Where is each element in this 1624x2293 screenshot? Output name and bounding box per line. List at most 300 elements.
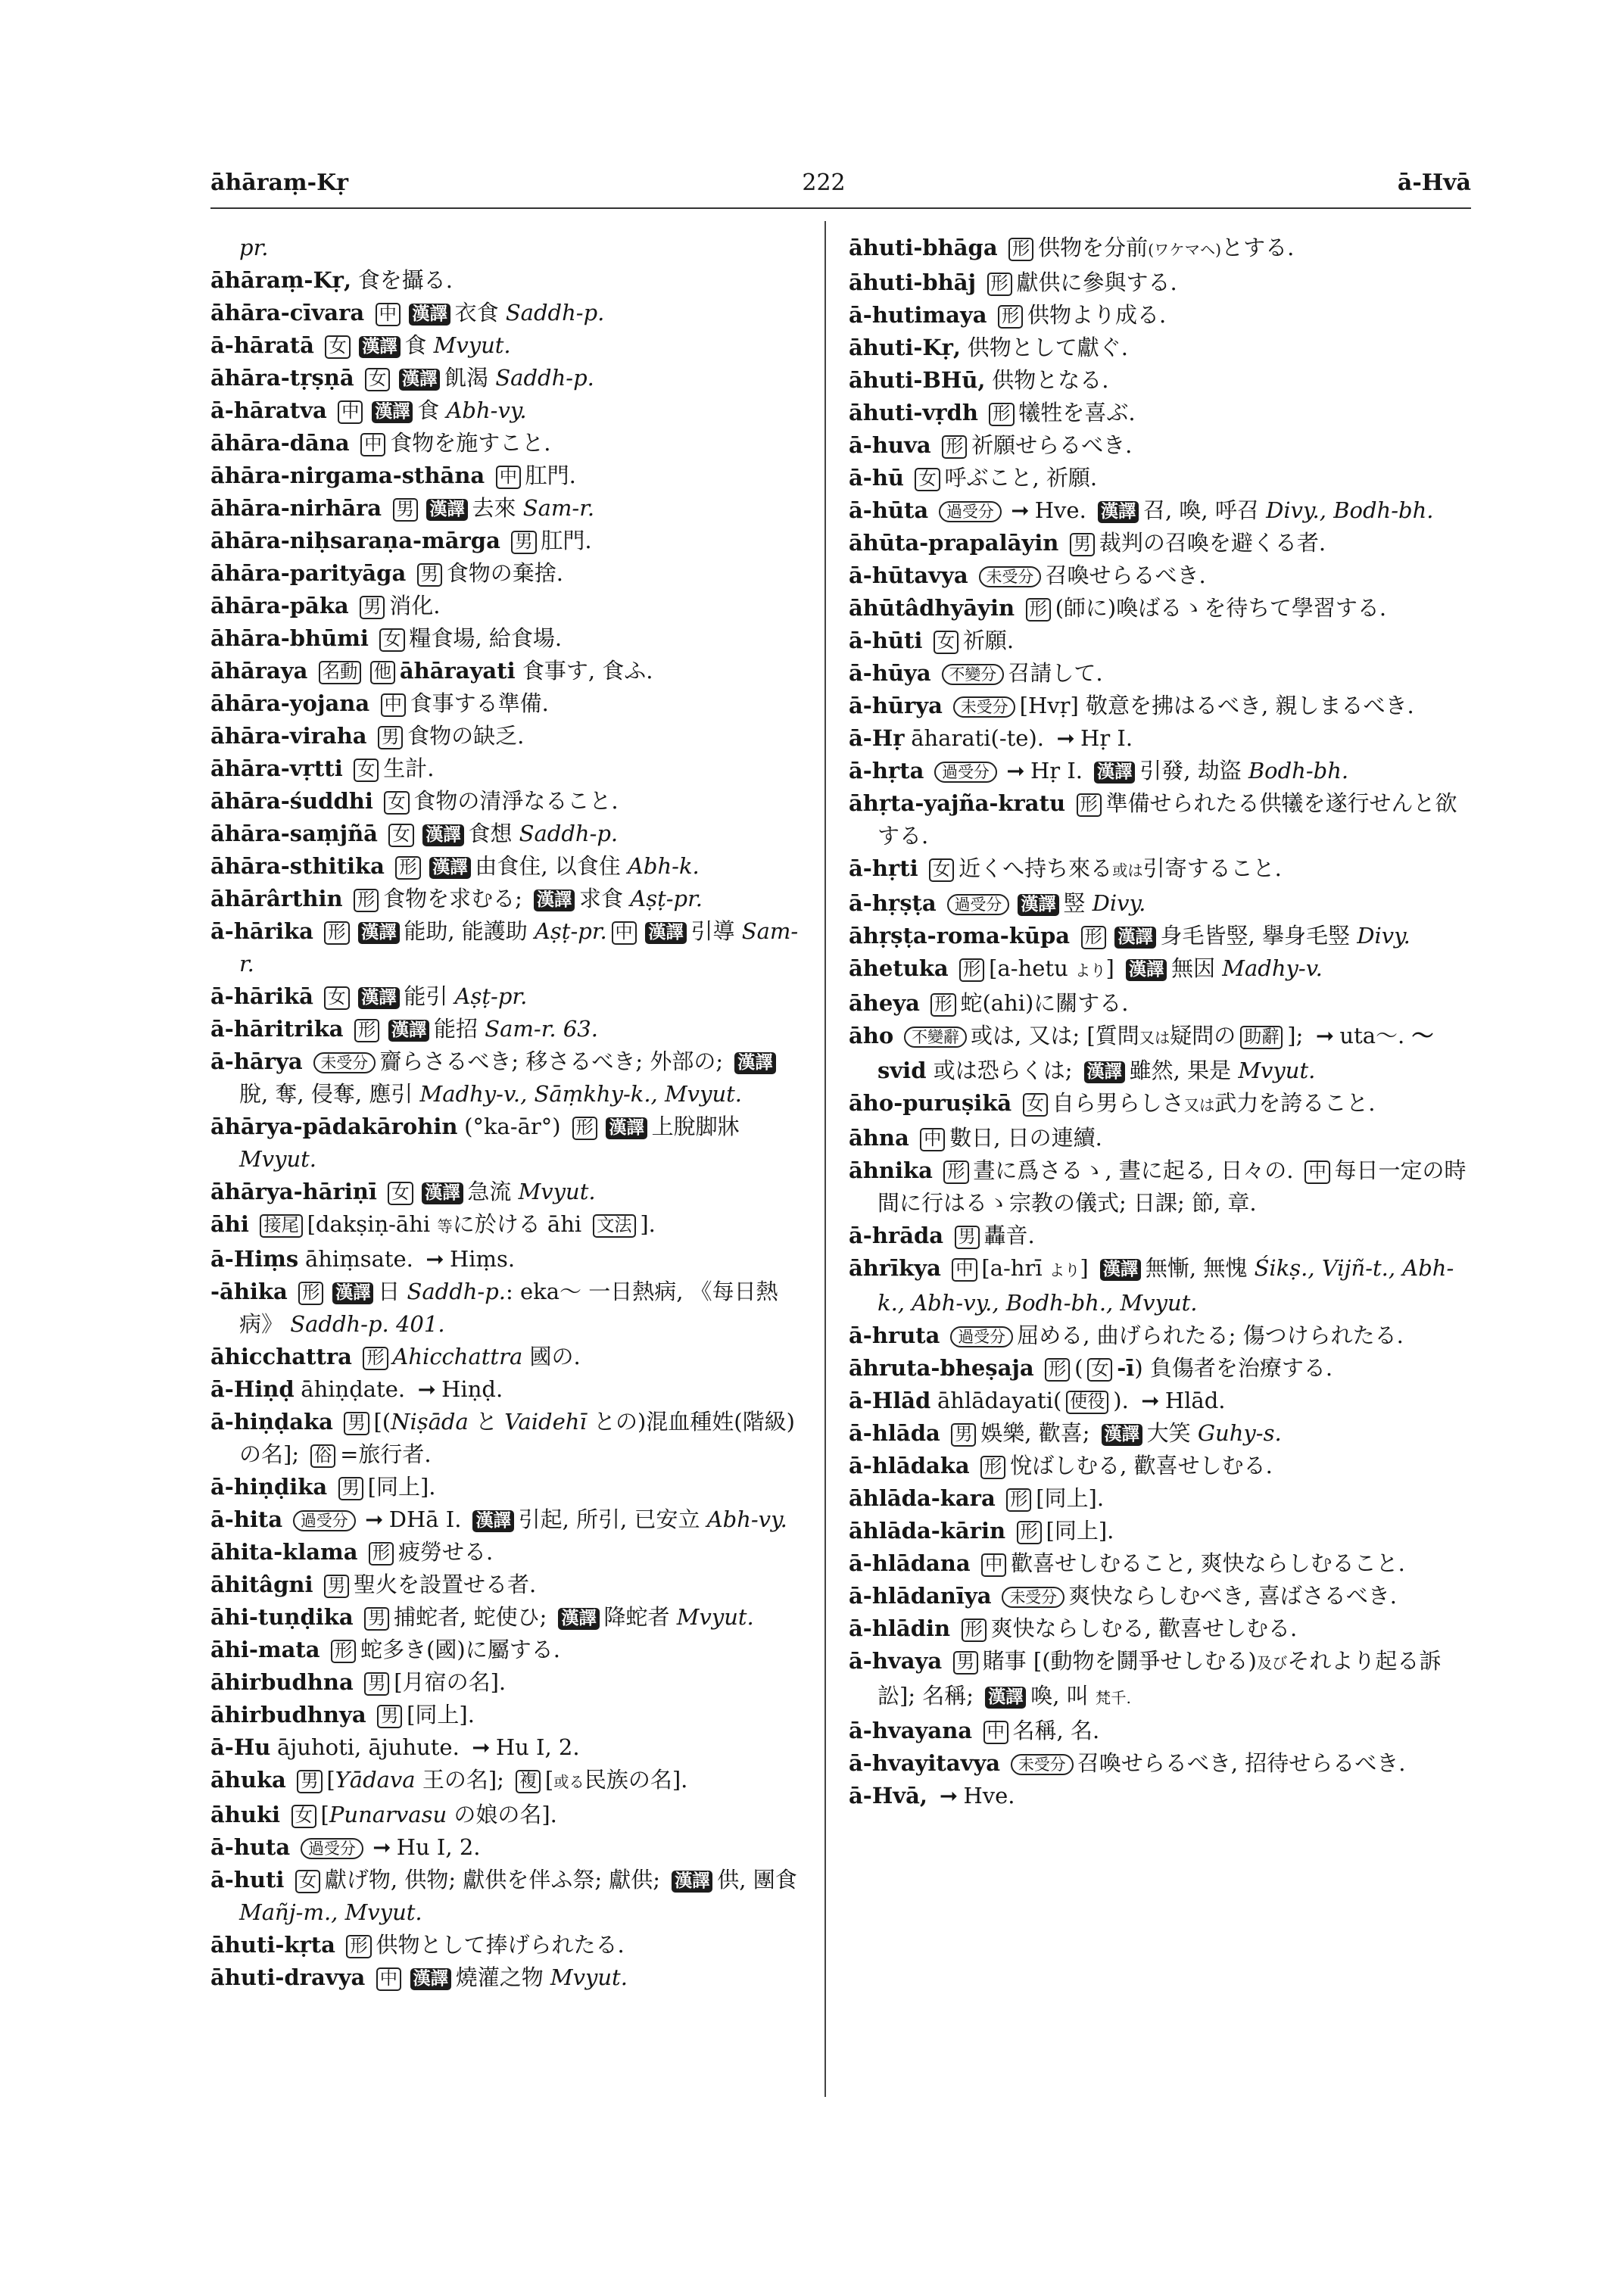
definition-text: āhiṇḍate. bbox=[301, 1376, 413, 1402]
cross-reference-arrow: ➞ bbox=[939, 1783, 959, 1809]
source-abbreviation: Saddh-p. bbox=[495, 365, 594, 391]
grammar-tag: 男 bbox=[360, 596, 385, 619]
translation-marker: 漢譯 bbox=[410, 1968, 451, 1990]
definition-text: 悅ばしむる, 歡喜せしむる. bbox=[1010, 1453, 1273, 1478]
translation-marker: 漢譯 bbox=[645, 922, 686, 944]
dict-entry bbox=[210, 622, 806, 655]
headword: ā-hūrya bbox=[849, 693, 943, 718]
grammar-tag: 男 bbox=[417, 563, 442, 587]
definition-text: ( bbox=[1074, 1355, 1083, 1381]
grammar-tag: 形 bbox=[298, 1282, 323, 1305]
headword: āhāraya bbox=[210, 658, 308, 684]
dict-entry bbox=[210, 1764, 806, 1799]
headword: āhlāda-kara bbox=[849, 1485, 996, 1511]
grammar-tag: 中 bbox=[381, 693, 406, 717]
definition-text: 供物を分前 bbox=[1038, 235, 1149, 260]
participle-tag: 未受分 bbox=[979, 566, 1042, 587]
definition-text: 求食 bbox=[579, 886, 631, 911]
headword: ā-hiṇḍika bbox=[210, 1474, 328, 1500]
definition-text: [同上]. bbox=[407, 1702, 475, 1728]
headword: āhāra-pāka bbox=[210, 593, 349, 618]
cross-reference-arrow: ➞ bbox=[1141, 1388, 1160, 1413]
definition-text: ) 負傷者を治療する. bbox=[1134, 1355, 1333, 1381]
cross-reference-arrow: ➞ bbox=[372, 1834, 391, 1860]
source-abbreviation: Ahicchattra bbox=[392, 1344, 523, 1369]
definition-text: 由食住, 以食住 bbox=[475, 853, 628, 879]
headword: ā-hūti bbox=[849, 628, 923, 653]
grammar-tag: 中 bbox=[1304, 1161, 1329, 1184]
headword: -āhika bbox=[210, 1279, 288, 1304]
translation-marker: 漢譯 bbox=[1114, 927, 1155, 949]
left-column bbox=[210, 232, 806, 1994]
source-abbreviation: Mvyut. bbox=[550, 1964, 628, 1990]
definition-text: 食物の棄捨. bbox=[446, 560, 563, 586]
headword: ā-huta bbox=[210, 1834, 291, 1860]
definition-text: ]; bbox=[1287, 1023, 1311, 1048]
definition-text: 引導 bbox=[690, 918, 742, 944]
definition-text: Hiṃs. bbox=[449, 1246, 516, 1272]
source-abbreviation: Sam-r. 63. bbox=[485, 1016, 598, 1042]
grammar-tag: 中 bbox=[338, 400, 363, 424]
small-annotation: 梵千. bbox=[1095, 1689, 1131, 1707]
definition-text: [ bbox=[326, 1767, 335, 1793]
source-abbreviation: Mañj-m., Mvyut. bbox=[239, 1899, 422, 1925]
grammar-tag: 男 bbox=[344, 1412, 369, 1435]
running-head-left: āhāraṃ-Kṛ bbox=[210, 170, 349, 196]
grammar-tag: 接尾 bbox=[260, 1214, 302, 1238]
dict-entry bbox=[849, 1715, 1474, 1747]
definition-text: に於ける āhi bbox=[452, 1211, 589, 1237]
dict-entry bbox=[849, 1319, 1474, 1352]
definition-text: 肛門. bbox=[525, 463, 576, 488]
dict-entry bbox=[210, 557, 806, 590]
small-annotation: 等 bbox=[437, 1217, 453, 1235]
source-abbreviation: Abh-vy. bbox=[446, 397, 527, 423]
headword: āhāra-niḥsaraṇa-mārga bbox=[210, 528, 500, 553]
dict-entry bbox=[210, 525, 806, 557]
definition-text: 引寄すること. bbox=[1142, 855, 1282, 881]
dict-entry bbox=[849, 232, 1474, 266]
grammar-tag: 中 bbox=[981, 1553, 1006, 1577]
dict-entry bbox=[210, 264, 806, 297]
dict-entry bbox=[849, 1020, 1474, 1087]
definition-text: [a-hrī bbox=[981, 1255, 1049, 1281]
definition-text: Hve. bbox=[1034, 497, 1094, 523]
dict-entry bbox=[210, 1601, 806, 1634]
definition-text: 或は, 又は; [質問 bbox=[970, 1023, 1139, 1048]
source-abbreviation: Śikṣ., Vijñ-t., Abh-k., Abh-vy., Bodh-bh., Mvyut. bbox=[877, 1255, 1454, 1316]
definition-text: ] bbox=[1105, 955, 1122, 981]
grammar-tag: 形 bbox=[980, 1456, 1005, 1479]
dict-entry bbox=[210, 915, 806, 980]
headword: āhūtâdhyāyin bbox=[849, 595, 1015, 621]
definition-text: 糧食場, 給食場. bbox=[409, 625, 563, 651]
definition-text: 祈願. bbox=[962, 628, 1015, 653]
definition-text: 召喚せらるべき, 招待せらるべき. bbox=[1077, 1750, 1406, 1776]
headword: ā-hūya bbox=[849, 660, 931, 686]
participle-tag: 未受分 bbox=[1011, 1754, 1074, 1775]
participle-tag: 未受分 bbox=[313, 1052, 376, 1073]
translation-marker: 漢譯 bbox=[1098, 501, 1139, 523]
dict-entry bbox=[210, 655, 806, 687]
dict-entry bbox=[210, 818, 806, 850]
cross-reference-arrow: ➞ bbox=[472, 1734, 491, 1760]
headword: āhuti-Kṛ, bbox=[849, 335, 961, 360]
grammar-tag: 中 bbox=[612, 921, 637, 945]
definition-text: Hlād. bbox=[1164, 1388, 1226, 1413]
dict-entry bbox=[849, 1580, 1474, 1612]
grammar-tag: 形 bbox=[346, 1935, 371, 1958]
definition-text: 食を攝る. bbox=[357, 267, 453, 293]
headword: ā-hārika bbox=[210, 918, 313, 944]
translation-marker: 漢譯 bbox=[429, 857, 470, 879]
grammar-tag: 形 bbox=[1081, 926, 1106, 949]
grammar-tag: 男 bbox=[364, 1672, 389, 1696]
participle-tag: 不變分 bbox=[942, 664, 1005, 685]
definition-text: 供物として捧げられたる. bbox=[376, 1932, 625, 1958]
dict-entry bbox=[849, 1122, 1474, 1154]
definition-text: [ bbox=[320, 1802, 329, 1827]
grammar-tag: 中 bbox=[920, 1128, 945, 1151]
headword: āhāra-sthitika bbox=[210, 853, 385, 879]
dict-entry bbox=[849, 1547, 1474, 1580]
definition-text: 喚, 叫 bbox=[1030, 1683, 1096, 1709]
translation-marker: 漢譯 bbox=[672, 1871, 712, 1893]
grammar-tag: 他 bbox=[370, 661, 395, 684]
dict-entry bbox=[849, 592, 1474, 625]
headword: āhuti-bhāj bbox=[849, 269, 977, 295]
translation-marker: 漢譯 bbox=[399, 369, 440, 391]
grammar-tag: 女 bbox=[1023, 1093, 1048, 1117]
definition-text: [a-hetu bbox=[989, 955, 1075, 981]
dict-entry bbox=[849, 397, 1474, 429]
dict-entry bbox=[849, 1747, 1474, 1780]
dict-entry bbox=[210, 1471, 806, 1503]
dict-entry bbox=[210, 1243, 806, 1276]
headword: āhirbudhna bbox=[210, 1669, 354, 1695]
dict-entry bbox=[849, 755, 1474, 787]
cross-reference-arrow: ➞ bbox=[1011, 497, 1030, 523]
headword: āhrīkya bbox=[849, 1255, 941, 1281]
headword: āhāra-cīvara bbox=[210, 300, 365, 326]
headword: āhuti-BHū, bbox=[849, 367, 986, 393]
definition-text: 疑問の bbox=[1170, 1023, 1236, 1048]
definition-text: 齎らさるべき; 移さるべき; 外部の; bbox=[379, 1048, 731, 1074]
header-rule bbox=[210, 207, 1471, 209]
definition-text: 召, 喚, 呼召 bbox=[1143, 497, 1267, 523]
headword: ā-hlādaka bbox=[849, 1453, 970, 1478]
dict-entry bbox=[849, 1612, 1474, 1645]
dict-entry bbox=[210, 297, 806, 329]
grammar-tag: 形 bbox=[989, 403, 1014, 426]
headword: ā-hūta bbox=[849, 497, 929, 523]
definition-text: 食想 bbox=[468, 821, 519, 846]
headword: āhāra-śuddhi bbox=[210, 788, 373, 814]
grammar-tag: 女 bbox=[295, 1870, 320, 1893]
definition-text: āhiṃsate. bbox=[304, 1246, 421, 1272]
dict-entry bbox=[849, 920, 1474, 952]
dict-entry bbox=[849, 657, 1474, 690]
definition-text: [Hvṛ] 敬意を拂はるべき, 親しまるべき. bbox=[1019, 693, 1414, 718]
grammar-tag: 形 bbox=[324, 921, 349, 945]
definition-text: 供物より成る. bbox=[1027, 302, 1167, 328]
source-abbreviation: Mvyut. bbox=[433, 332, 511, 358]
headword: āhāra-dāna bbox=[210, 430, 350, 456]
dict-entry bbox=[849, 1515, 1474, 1547]
headword: ā-hiṇḍaka bbox=[210, 1409, 333, 1435]
headword: āhetuka bbox=[849, 955, 949, 981]
definition-text: 供物として獻ぐ. bbox=[967, 335, 1128, 360]
grammar-tag: 複 bbox=[516, 1770, 541, 1793]
definition-text: 能助, 能護助 bbox=[404, 918, 535, 944]
headword: āhāra-parityāga bbox=[210, 560, 407, 586]
definition-text: 引起, 所引, 已安立 bbox=[518, 1506, 707, 1532]
headword: āhuti-dravya bbox=[210, 1964, 366, 1990]
grammar-tag: 中 bbox=[376, 1967, 401, 1991]
definition-text: 降蛇者 bbox=[603, 1604, 677, 1630]
headword: ā-hita bbox=[210, 1506, 283, 1532]
definition-text: 食 bbox=[417, 397, 447, 423]
dict-entry bbox=[849, 1450, 1474, 1482]
bold-form: āhārayati bbox=[399, 658, 516, 684]
definition-text: [dakṣiṇ-āhi bbox=[307, 1211, 438, 1237]
headword: ā-hvayana bbox=[849, 1718, 973, 1743]
definition-text: [( bbox=[373, 1409, 391, 1435]
dict-entry bbox=[210, 1406, 806, 1471]
headword: āho bbox=[849, 1023, 894, 1048]
dict-entry bbox=[210, 1634, 806, 1666]
headword: āheya bbox=[849, 990, 920, 1016]
dict-entry bbox=[210, 1341, 806, 1373]
definition-text: 自ら男らしさ bbox=[1052, 1090, 1184, 1116]
definition-text: 賭事 [(動物を鬪爭せしむる) bbox=[982, 1648, 1257, 1674]
grammar-tag: 女 bbox=[1087, 1358, 1112, 1382]
definition-text: 生計. bbox=[383, 756, 435, 781]
definition-text: 獻げ物, 供物; 獻供を伴ふ祭; 獻供; bbox=[324, 1867, 668, 1893]
definition-text: と bbox=[468, 1409, 505, 1435]
headword: ā-hvayitavya bbox=[849, 1750, 1001, 1776]
small-annotation: 又は bbox=[1183, 1096, 1215, 1114]
source-abbreviation: Vaidehī bbox=[504, 1409, 587, 1435]
dict-entry bbox=[210, 460, 806, 492]
grammar-tag: 形 bbox=[1045, 1358, 1070, 1382]
source-abbreviation: Mvyut. bbox=[676, 1604, 754, 1630]
definition-text: 祈願せらるべき. bbox=[971, 432, 1133, 458]
definition-text: Hṛ I. bbox=[1080, 725, 1133, 751]
grammar-tag: 女 bbox=[388, 824, 413, 847]
dict-entry bbox=[849, 266, 1474, 299]
source-abbreviation: Saddh-p. bbox=[519, 821, 619, 846]
cross-reference-arrow: ➞ bbox=[425, 1246, 444, 1272]
bold-form: 〜 svid bbox=[877, 1023, 1434, 1083]
grammar-tag: 形 bbox=[1006, 1488, 1031, 1512]
dict-entry bbox=[210, 1373, 806, 1406]
grammar-tag: 中 bbox=[952, 1258, 977, 1282]
dict-entry bbox=[210, 1864, 806, 1929]
dict-entry bbox=[210, 1961, 806, 1994]
source-abbreviation: Sam-r. bbox=[239, 918, 799, 977]
dict-entry bbox=[849, 1220, 1474, 1252]
grammar-tag: 女 bbox=[934, 631, 959, 654]
definition-text: (°ka-ār°) bbox=[464, 1114, 568, 1139]
dict-entry bbox=[849, 722, 1474, 755]
translation-marker: 漢譯 bbox=[359, 336, 400, 358]
headword: āhāra-saṃjñā bbox=[210, 821, 378, 846]
translation-marker: 漢譯 bbox=[372, 401, 413, 423]
grammar-tag: 中 bbox=[376, 303, 401, 326]
cross-reference-arrow: ➞ bbox=[1056, 725, 1075, 751]
dict-entry bbox=[849, 1482, 1474, 1515]
definition-text: 疲勞せる. bbox=[397, 1539, 494, 1565]
translation-marker: 漢譯 bbox=[472, 1510, 513, 1532]
grammar-tag: 形 bbox=[395, 856, 420, 880]
source-abbreviation: Saddh-p. bbox=[407, 1279, 507, 1304]
headword: ā-huti bbox=[210, 1867, 285, 1893]
definition-text: 或は恐らくは; bbox=[926, 1058, 1080, 1083]
definition-text: 王の名]; bbox=[415, 1767, 512, 1793]
headword: ā-hrāda bbox=[849, 1223, 944, 1248]
definition-text: 供物となる. bbox=[992, 367, 1109, 393]
definition-text: [ bbox=[544, 1767, 554, 1793]
definition-text: 食物を施すこと. bbox=[390, 430, 551, 456]
grammar-tag: 女 bbox=[384, 791, 409, 815]
grammar-tag: 形 bbox=[930, 993, 955, 1017]
headword: āhāraṃ-Kṛ, bbox=[210, 267, 352, 293]
small-annotation: より bbox=[1074, 961, 1106, 980]
participle-tag: 過受分 bbox=[950, 1326, 1013, 1347]
definition-text: 召喚せらるべき. bbox=[1045, 562, 1206, 588]
definition-text: 供, 團食 bbox=[717, 1867, 797, 1893]
definition-text: それより起る訴訟]; 名稱; bbox=[877, 1648, 1442, 1709]
grammar-tag: 女 bbox=[324, 986, 349, 1010]
translation-marker: 漢譯 bbox=[1018, 894, 1058, 916]
grammar-tag: 女 bbox=[929, 858, 954, 882]
source-abbreviation: Aṣṭ-pr. bbox=[630, 886, 703, 911]
translation-marker: 漢譯 bbox=[422, 824, 463, 846]
definition-text: 爽快ならしむべき, 喜ばさるべき. bbox=[1068, 1583, 1397, 1609]
grammar-tag: 中 bbox=[983, 1721, 1008, 1744]
definition-text: 蛇(ahi)に關する. bbox=[960, 990, 1129, 1016]
dict-entry bbox=[849, 887, 1474, 920]
definition-text: 捕蛇者, 蛇使ひ; bbox=[394, 1604, 554, 1630]
dict-entry bbox=[210, 1176, 806, 1208]
source-abbreviation: Saddh-p. bbox=[505, 300, 605, 326]
definition-text: 準備せられたる供犧を遂行せんと欲する. bbox=[877, 790, 1457, 849]
definition-text: [月宿の名]. bbox=[394, 1669, 507, 1695]
dict-entry bbox=[849, 952, 1474, 987]
dict-entry bbox=[210, 1569, 806, 1601]
grammar-tag: 形 bbox=[572, 1117, 597, 1140]
headword: āhi bbox=[210, 1211, 249, 1237]
source-abbreviation: Madhy-v., Sāṃkhy-k., Mvyut. bbox=[419, 1081, 743, 1107]
dict-entry bbox=[210, 362, 806, 394]
grammar-tag: 女 bbox=[915, 468, 940, 491]
headword: āhicchattra bbox=[210, 1344, 352, 1369]
headword: āho-puruṣikā bbox=[849, 1090, 1012, 1116]
headword: ā-hruta bbox=[849, 1323, 940, 1348]
definition-text: [同上]. bbox=[1046, 1518, 1114, 1544]
dict-entry bbox=[210, 590, 806, 622]
dict-entry bbox=[210, 1045, 806, 1111]
dict-entry bbox=[210, 232, 806, 264]
definition-text: 晝に爲さるゝ, 晝に起る, 日々の. bbox=[973, 1157, 1301, 1183]
translation-marker: 漢譯 bbox=[422, 1182, 463, 1204]
definition-text: 食物を求むる; bbox=[383, 886, 530, 911]
definition-text: 無慚, 無愧 bbox=[1145, 1255, 1255, 1281]
translation-marker: 漢譯 bbox=[358, 987, 399, 1009]
definition-text: 脫, 奪, 侵奪, 應引 bbox=[239, 1081, 420, 1107]
headword: ā-hutimaya bbox=[849, 302, 987, 328]
headword: ā-hlāda bbox=[849, 1420, 940, 1446]
definition-text: 武力を誇ること. bbox=[1214, 1090, 1376, 1116]
running-head-right: ā-Hvā bbox=[1397, 170, 1471, 196]
headword: āhāra-vṛtti bbox=[210, 756, 343, 781]
grammar-tag: 形 bbox=[987, 273, 1012, 296]
grammar-tag: 形 bbox=[943, 1161, 968, 1184]
grammar-tag: 女 bbox=[291, 1805, 316, 1828]
grammar-tag: 男 bbox=[364, 1607, 389, 1631]
source-abbreviation: pr. bbox=[239, 235, 269, 260]
definition-text: 衣食 bbox=[454, 300, 506, 326]
headword: āhruta-bheṣaja bbox=[849, 1355, 1034, 1381]
definition-text: Hiṇḍ. bbox=[441, 1376, 503, 1402]
translation-marker: 漢譯 bbox=[1094, 762, 1135, 784]
headword: āhi-tuṇḍika bbox=[210, 1604, 354, 1630]
dict-entry bbox=[849, 625, 1474, 657]
definition-text: āhlādayati( bbox=[937, 1388, 1062, 1413]
grammar-tag: 男 bbox=[324, 1575, 349, 1598]
headword: āhuka bbox=[210, 1767, 286, 1793]
definition-text: 名稱, 名. bbox=[1012, 1718, 1100, 1743]
source-abbreviation: Madhy-v. bbox=[1222, 955, 1323, 981]
dict-entry bbox=[849, 364, 1474, 397]
headword: āhuti-vṛdh bbox=[849, 400, 978, 425]
translation-marker: 漢譯 bbox=[332, 1282, 373, 1304]
dict-entry bbox=[210, 1666, 806, 1699]
grammar-tag: 助辭 bbox=[1240, 1026, 1283, 1049]
dict-entry bbox=[210, 687, 806, 720]
grammar-tag: 使役 bbox=[1066, 1391, 1108, 1414]
dict-entry bbox=[210, 1831, 806, 1864]
small-annotation: 或は bbox=[1112, 861, 1143, 880]
translation-marker: 漢譯 bbox=[388, 1020, 429, 1042]
participle-tag: 不變辭 bbox=[904, 1027, 967, 1048]
grammar-tag: 形 bbox=[942, 435, 967, 459]
headword: āhitâgni bbox=[210, 1572, 313, 1597]
headword: āhita-klama bbox=[210, 1539, 358, 1565]
headword: ā-Hṛ bbox=[849, 725, 905, 751]
dict-entry bbox=[849, 690, 1474, 722]
definition-text: ). bbox=[1113, 1388, 1136, 1413]
definition-text: の娘の名]. bbox=[447, 1802, 557, 1827]
headword: ā-huva bbox=[849, 432, 931, 458]
dict-entry bbox=[849, 852, 1474, 887]
grammar-tag: 形 bbox=[959, 958, 984, 982]
definition-text: : eka〜 一日熱病, 《每日熱病》 bbox=[239, 1279, 778, 1337]
definition-text: ]. bbox=[640, 1211, 656, 1237]
grammar-tag: 形 bbox=[998, 305, 1023, 329]
definition-text: 能招 bbox=[434, 1016, 485, 1042]
headword: ā-hvaya bbox=[849, 1648, 943, 1674]
grammar-tag: 中 bbox=[360, 433, 385, 456]
headword: āhuti-bhāga bbox=[849, 235, 998, 260]
definition-text: 上脫脚牀 bbox=[651, 1114, 740, 1139]
dict-entry bbox=[849, 1780, 1474, 1812]
source-abbreviation: Punarvasu bbox=[329, 1802, 447, 1827]
grammar-tag: 文法 bbox=[593, 1214, 635, 1238]
small-annotation: より bbox=[1049, 1261, 1080, 1279]
grammar-tag: 形 bbox=[1026, 598, 1051, 622]
